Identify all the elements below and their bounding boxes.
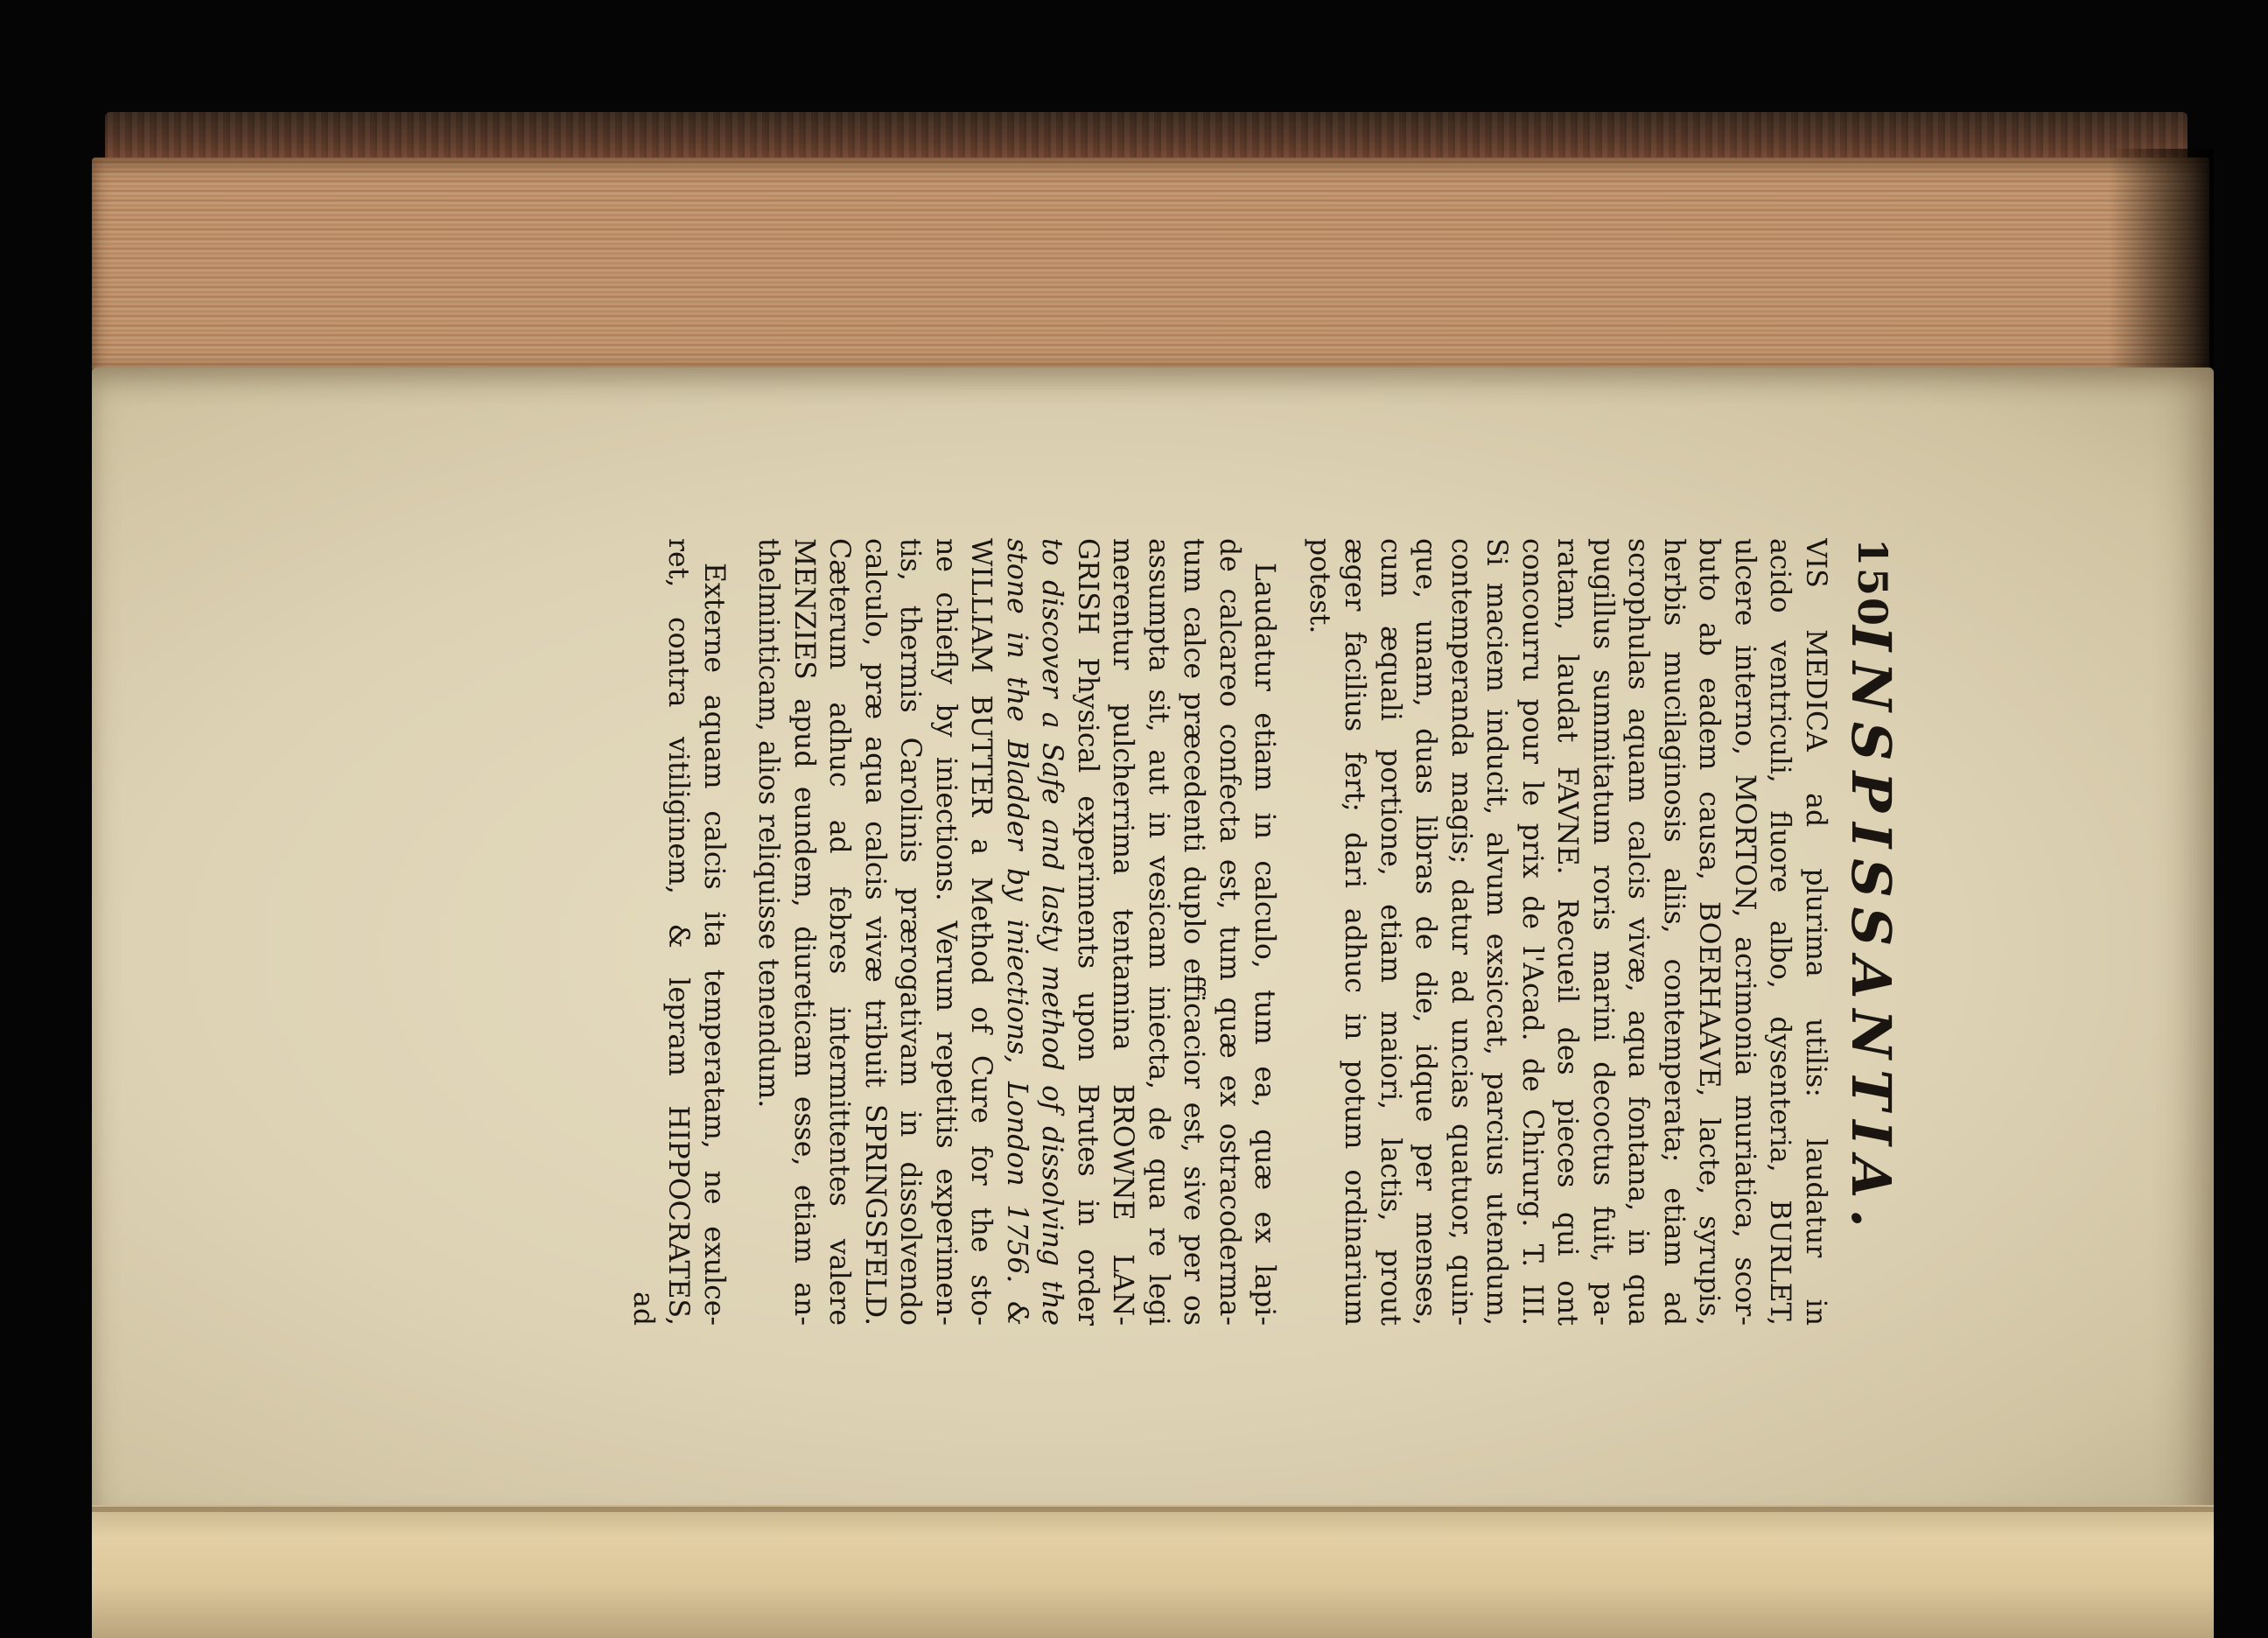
text-line: que, unam, duas libras de die, idque per menses, [1410,538,1442,1326]
text-line: thelminticam, alios reliquisse tenendum. [752,538,785,1109]
book-page-fore-edge [92,158,2209,376]
running-head: INSPISSANTIA. [1839,626,1903,1238]
text-line: to discover a Safe and lasty method of dissolving the [1036,538,1068,1326]
text-line: ulcere interno, MORTON, acrimonia muriatica, scor- [1729,538,1760,1326]
text-line: scrophulas aquam calcis vivæ, aqua fontana, in qua [1622,538,1655,1326]
text-line: tum calce præcedenti duplo efficacior est, sive per os [1178,538,1210,1326]
text-line: GRISH Physical experiments upon Brutes in order [1072,538,1103,1326]
text-line: ratam, laudat FAVNE. Recueil des pieces qui ont [1551,538,1584,1326]
text-line: VIS MEDICA ad plurima utilis: laudatur in [1800,538,1831,1326]
text-line: merentur pulcherrima tentamina BROWNE LAN- [1107,538,1139,1326]
text-line: Cæterum adhuc ad febres intermittentes valere [823,538,856,1326]
page-number: 150 [1849,538,1896,628]
paragraph-externe [626,538,732,1326]
text-line: cum æquali portione, etiam maiori, lactis, prout [1375,538,1406,1326]
text-line: concourru pour le prix de l'Acad. de Chirurg. T. III. [1516,538,1548,1326]
text-line: buto ab eadem causa, BOERHAAVE, lacte, syrupis, [1693,538,1726,1326]
text-line: assumpta sit, aut in vesicam iniecta, de qua re legi [1143,538,1174,1326]
text-line: MENZIES apud eundem, diureticam esse, etiam an- [788,538,820,1326]
page-header [1833,538,1912,1326]
text-line: stone in the Bladder by iniections, London 1756. & [1001,538,1032,1326]
text-line: WILLIAM BUTTER a Method of Cure for the sto- [965,538,998,1326]
text-line: acido ventriculi, fluore albo, dysenteria, BURLET, [1764,538,1796,1326]
page-fold-line [92,1507,2214,1512]
text-line: contemperanda magis; datur ad uncias quatuor, quin- [1446,538,1477,1326]
text-line: ad [627,1292,659,1326]
text-line: calculo, præ aqua calcis vivæ tribuit SPRINGSFELD. [859,538,891,1326]
paragraph-vis-medica [1302,538,1834,1326]
text-line: ret, contra vitiliginem, & lepram HIPPOCRATES, [662,538,695,1326]
paragraph-laudatur [751,538,1283,1326]
text-line: de calcareo confecta est, tum quæ ex ostracoderma- [1214,538,1245,1326]
text-line: æger facilius fert; dari adhuc in potum ordinarium [1339,538,1371,1326]
text-line: Externe aquam calcis ita temperatam, ne exulce- [698,563,730,1326]
text-line: potest. [1304,538,1335,634]
text-line: pugillus summitatum roris marini decoctus fuit, pa- [1587,538,1619,1326]
page-bottom-edge [92,1505,2214,1638]
text-line: tis, thermis Carolinis prærogativam in dissolvendo [894,538,927,1326]
text-line: ne chiefly by iniections. Verum repetitis experimen- [930,538,962,1326]
book-edge-shadow [2109,149,2214,402]
text-line: Si maciem inducit, alvum exsiccat, parcius utendum, [1480,538,1513,1326]
rotated-text-block [627,538,1912,1326]
text-line: Laudatur etiam in calculo, tum ea, quæ ex lapi- [1249,563,1281,1326]
text-line: herbis mucilaginosis aliis, contemperata; etiam ad [1658,538,1690,1326]
